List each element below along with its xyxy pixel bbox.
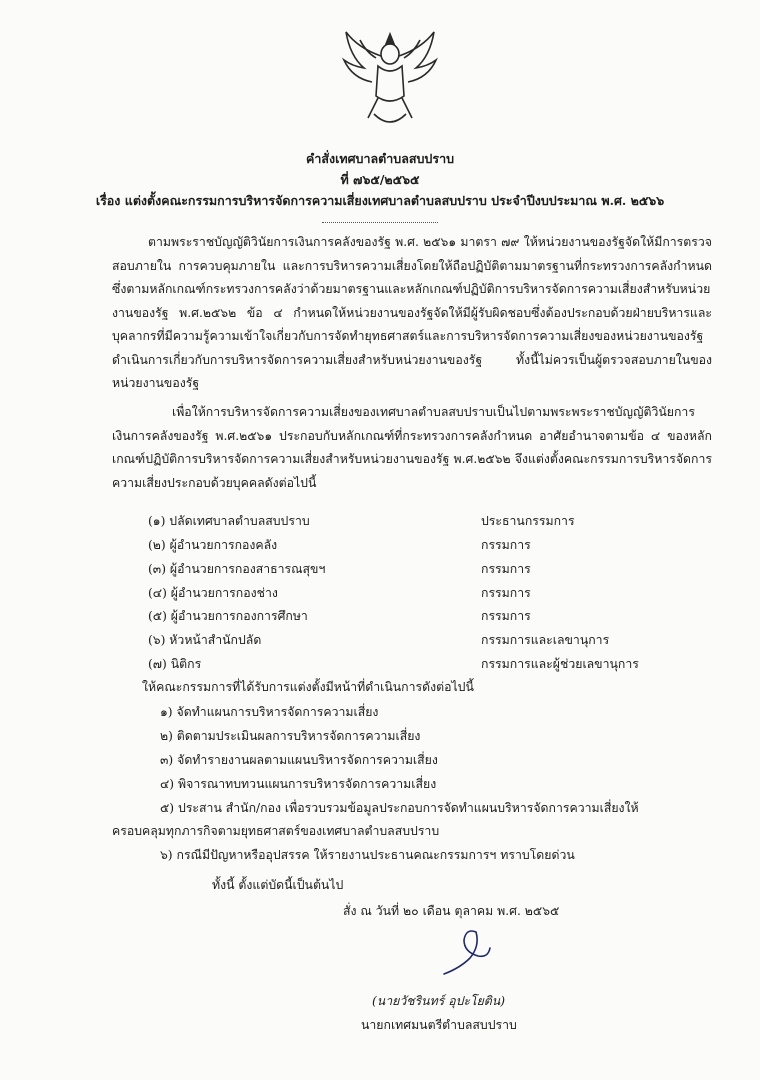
- committee-member: (๕) ผู้อำนวยการกองการศึกษา: [148, 609, 308, 623]
- committee-role: กรรมการ: [481, 562, 531, 576]
- paragraph-2: เพื่อให้การบริหารจัดการความเสี่ยงของเทศบาลตำบลสบปราบเป็นไปตามพระพระราชบัญญัติวินัยการเงินการคลังของรัฐ พ.ศ.๒๕๖๑ ประกอบกับหลักเกณฑ์ที่กระทรวงการคลังกำหนด อาศัยอำนาจตามข้อ ๔ ของหลักเกณฑ์ปฏิบัติการบริหารจัดการความเสี่ยงสำหรับหน่วยงานของรัฐ พ.ศ.๒๕๖๒ จึงแต่งตั้งคณะกรรมการบริหารจัดการความเสี่ยงประกอบด้วยบุคคลดังต่อไปนี้: [112, 405, 712, 490]
- duty-item: ๕) ประสาน สำนัก/กอง เพื่อรวบรวมข้อมูลประกอบการจัดทำแผนบริหารจัดการความเสี่ยงให้: [160, 801, 639, 815]
- committee-role: กรรมการและเลขานุการ: [481, 633, 610, 647]
- committee-member: (๗) นิติกร: [148, 657, 202, 671]
- committee-member: (๔) ผู้อำนวยการกองช่าง: [148, 586, 278, 600]
- duty-item: ๑) จัดทำแผนการบริหารจัดการความเสี่ยง: [160, 705, 379, 719]
- duty-item-continued: ครอบคลุมทุกภารกิจตามยุทธศาสตร์ของเทศบาลตำบลสบปราบ: [112, 824, 440, 838]
- effective-date: ทั้งนี้ ตั้งแต่บัดนี้เป็นต้นไป: [212, 878, 344, 892]
- duties-intro: ให้คณะกรรมการที่ได้รับการแต่งตั้งมีหน้าที่ดำเนินการดังต่อไปนี้: [142, 680, 474, 694]
- header-divider: [322, 222, 438, 223]
- committee-member: (๖) หัวหน้าสำนักปลัด: [148, 633, 262, 647]
- duty-item: ๖) กรณีมีปัญหาหรืออุปสรรค ให้รายงานประธานคณะกรรมการฯ ทราบโดยด่วน: [160, 848, 575, 862]
- committee-member: (๑) ปลัดเทศบาลตำบลสบปราบ: [148, 514, 310, 528]
- committee-member: (๓) ผู้อำนวยการกองสาธารณสุขฯ: [148, 562, 326, 576]
- committee-role: กรรมการ: [481, 586, 531, 600]
- committee-role: กรรมการ: [481, 609, 531, 623]
- order-number: ที่ ๗๖๕/๒๕๖๕: [340, 172, 420, 187]
- committee-member: (๒) ผู้อำนวยการกองคลัง: [148, 538, 278, 552]
- committee-role: ประธานกรรมการ: [481, 514, 575, 528]
- duty-item: ๒) ติดตามประเมินผลการบริหารจัดการความเสี่ยง: [160, 729, 421, 743]
- order-date: สั่ง ณ วันที่ ๒๐ เดือน ตุลาคม พ.ศ. ๒๕๖๕: [343, 904, 560, 918]
- paragraph-1: ตามพระราชบัญญัติวินัยการเงินการคลังของรัฐ พ.ศ. ๒๕๖๑ มาตรา ๗๙ ให้หน่วยงานของรัฐจัดให้มีการตรวจสอบภายใน การควบคุมภายใน และการบริหารความเสี่ยงโดยให้ถือปฏิบัติตามมาตรฐานที่กระทรวงการคลังกำหนด ซึ่งตามหลักเกณฑ์กระทรวงการคลังว่าด้วยมาตรฐานและหลักเกณฑ์ปฏิบัติการบริหารจัดการความเสี่ยงสำหรับหน่วยงานของรัฐ พ.ศ.๒๕๖๒ ข้อ ๔ กำหนดให้หน่วยงานของรัฐจัดให้มีผู้รับผิดชอบซึ่งต้องประกอบด้วยฝ่ายบริหารและบุคลากรที่มีความรู้ความเข้าใจเกี่ยวกับการจัดทำยุทธศาสตร์และการบริหารจัดการความเสี่ยงของหน่วยงานของรัฐดำเนินการเกี่ยวกับการบริหารจัดการความเสี่ยงสำหรับหน่วยงานของรัฐ ทั้งนี้ไม่ควรเป็นผู้ตรวจสอบภายในของหน่วยงานของรัฐ: [112, 235, 712, 390]
- duty-item: ๓) จัดทำรายงานผลตามแผนบริหารจัดการความเสี่ยง: [160, 753, 438, 767]
- signer-name: (นายวัชรินทร์ อุปะโยติน): [372, 994, 505, 1008]
- garuda-emblem-icon: [338, 26, 442, 132]
- handwritten-signature-icon: [436, 924, 496, 984]
- committee-role: กรรมการ: [481, 538, 531, 552]
- signer-position: นายกเทศมนตรีตำบลสบปราบ: [361, 1018, 517, 1032]
- order-title: คำสั่งเทศบาลตำบลสบปราบ: [305, 151, 455, 166]
- order-subject: เรื่อง แต่งตั้งคณะกรรมการบริหารจัดการความเสี่ยงเทศบาลตำบลสบปราบ ประจำปีงบประมาณ พ.ศ. ๒๕๖๖: [95, 193, 665, 208]
- duty-item: ๔) พิจารณาทบทวนแผนการบริหารจัดการความเสี่ยง: [160, 777, 437, 791]
- committee-role: กรรมการและผู้ช่วยเลขานุการ: [481, 657, 639, 671]
